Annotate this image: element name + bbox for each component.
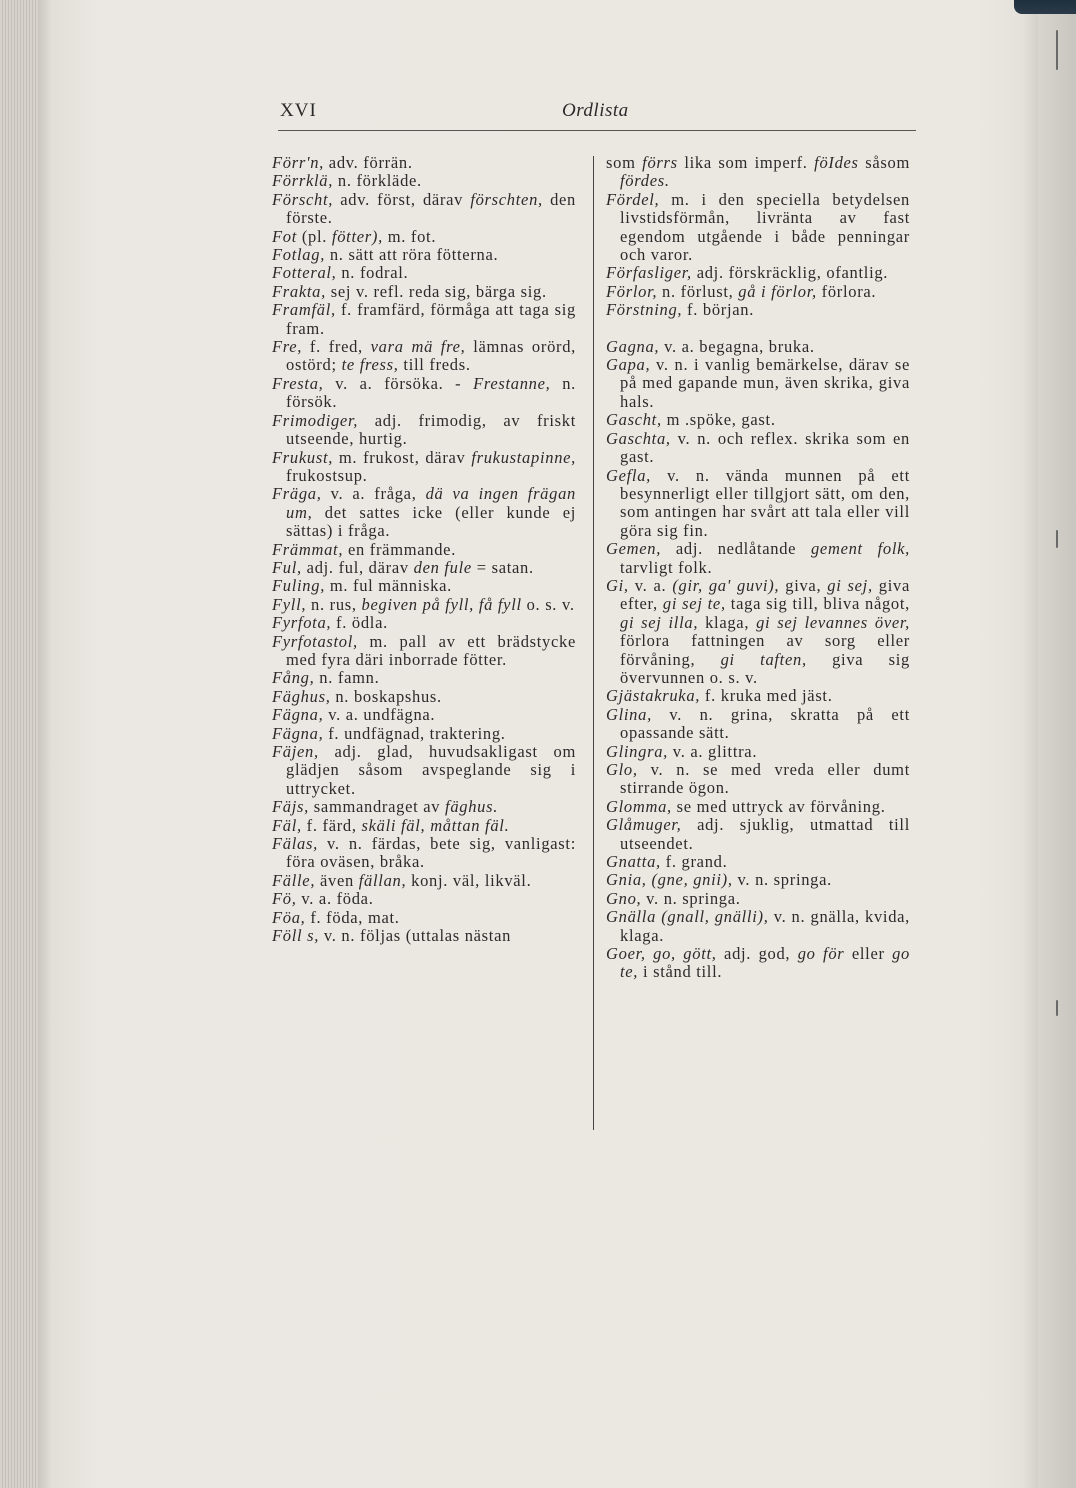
entry-text: o. s. v. bbox=[521, 594, 575, 614]
italic-term: Glingra, bbox=[606, 741, 668, 761]
dictionary-entry bbox=[272, 412, 576, 449]
dictionary-entry bbox=[272, 283, 576, 301]
italic-term: Frakta, bbox=[272, 281, 326, 301]
entry-text: v. a. föda. bbox=[296, 889, 374, 909]
entry-text: adj. sjuklig, utmattad till utseendet. bbox=[620, 815, 910, 853]
entry-text: v. n. springa. bbox=[732, 870, 832, 890]
entry-text: n. sätt att röra fötterna. bbox=[325, 245, 499, 265]
entry-text: n. förkläde. bbox=[333, 171, 422, 191]
margin-mark bbox=[1056, 1000, 1058, 1016]
italic-term: Glina, bbox=[606, 704, 652, 724]
italic-term: (gir, ga' guvi), bbox=[672, 575, 780, 595]
italic-term: Goer, go, gött, bbox=[606, 944, 717, 964]
dictionary-entry bbox=[272, 246, 576, 264]
dictionary-entry bbox=[272, 191, 576, 228]
entry-text: n. rus, bbox=[306, 594, 362, 614]
entry-text: v. a. glittra. bbox=[667, 741, 758, 761]
entry-text: n. famn. bbox=[314, 668, 380, 688]
header-rule bbox=[278, 130, 916, 131]
page-edges bbox=[0, 0, 38, 1488]
dictionary-entry bbox=[606, 816, 910, 853]
dictionary-entry bbox=[272, 706, 576, 724]
entry-text: f. undfägnad, traktering. bbox=[323, 723, 506, 743]
entry-text: till freds. bbox=[398, 355, 471, 375]
italic-term: Fäjs, bbox=[272, 797, 309, 817]
entry-text: v. n. färdas, bete sig, vanligast: föra oväsen, bråka. bbox=[286, 834, 576, 872]
margin-mark bbox=[1056, 30, 1058, 70]
italic-term: föIdes bbox=[814, 153, 859, 172]
dictionary-entry bbox=[272, 872, 576, 890]
dictionary-entry bbox=[272, 817, 576, 835]
margin-mark bbox=[1056, 530, 1058, 548]
entry-text: adj. nedlåtande bbox=[661, 539, 811, 559]
dictionary-entry bbox=[272, 559, 576, 577]
page-number: XVI bbox=[280, 100, 317, 121]
italic-term: Föa, bbox=[272, 907, 306, 927]
dictionary-entry bbox=[272, 596, 576, 614]
italic-term: go te, bbox=[620, 944, 911, 982]
dictionary-entry bbox=[272, 725, 576, 743]
dictionary-entry bbox=[272, 541, 576, 559]
italic-term: Fyrfotastol, bbox=[272, 631, 358, 651]
italic-term: dä va ingen frägan um, bbox=[286, 484, 576, 522]
italic-term: Fälle, bbox=[272, 870, 316, 890]
italic-term: Fräga, bbox=[272, 484, 322, 504]
entry-text: adj. frimodig, av friskt utseende, hurtig. bbox=[286, 410, 576, 449]
entry-text: lämnas orörd, ostörd; bbox=[286, 337, 576, 375]
dictionary-entry bbox=[606, 798, 910, 816]
entry-text: m. pall av ett brädstycke med fyra däri inborrade fötter. bbox=[286, 631, 576, 669]
right-column bbox=[606, 154, 910, 982]
dictionary-entry bbox=[606, 301, 910, 319]
italic-term: vara mä fre, bbox=[370, 337, 466, 357]
entry-text: frukostsup. bbox=[286, 465, 368, 485]
entry-text: v. n. se med vreda eller dumt stirrande ögon. bbox=[620, 760, 910, 798]
entry-text: adj. förskräcklig, ofantlig. bbox=[691, 263, 889, 283]
italic-term: förrs bbox=[642, 153, 678, 172]
entry-text: klaga, bbox=[698, 612, 757, 632]
entry-text: konj. väl, likväl. bbox=[406, 870, 532, 890]
entry-text: v. a. försöka. - bbox=[323, 373, 474, 393]
entry-text: som bbox=[606, 153, 643, 172]
book-spine bbox=[1038, 0, 1076, 1488]
italic-term: Gascht, bbox=[606, 410, 662, 430]
dictionary-entry bbox=[606, 411, 910, 429]
entry-text: = satan. bbox=[471, 557, 534, 577]
italic-term: gi sej levannes över, bbox=[756, 612, 910, 632]
dictionary-entry bbox=[272, 743, 576, 798]
entry-text: det sattes icke (eller kunde ej sättas) i fråga. bbox=[286, 502, 576, 541]
italic-term: te fress, bbox=[341, 355, 399, 375]
entry-text: v. n. gnälla, kvida, klaga. bbox=[620, 907, 910, 945]
italic-term: Gefla, bbox=[606, 465, 651, 485]
entry-text: v. n. vända munnen på ett besynnerligt eller tillgjort sätt, om den, som antingen har svårt att tala eller vill göra sig fin. bbox=[620, 465, 910, 540]
entry-text: n. boskapshus. bbox=[330, 686, 442, 706]
italic-term: förschten, bbox=[470, 189, 543, 209]
dictionary-entry bbox=[272, 264, 576, 282]
dictionary-entry bbox=[606, 154, 910, 191]
dictionary-entry bbox=[272, 154, 576, 172]
italic-term: go för bbox=[797, 944, 845, 964]
dictionary-entry bbox=[272, 688, 576, 706]
italic-term: Förstning, bbox=[606, 300, 683, 320]
entry-text: giva efter, bbox=[620, 575, 910, 614]
entry-text: n. förlust, bbox=[657, 281, 739, 301]
dictionary-entry bbox=[272, 909, 576, 927]
italic-term: Framfäl, bbox=[272, 300, 336, 320]
italic-term: gi sej illa, bbox=[620, 612, 699, 632]
entry-text: såsom bbox=[858, 153, 910, 172]
italic-term: Gnia, (gne, gnii), bbox=[606, 870, 733, 890]
italic-term: Fre, bbox=[272, 337, 303, 357]
italic-term: skäli fäl, måttan fäl. bbox=[361, 815, 510, 835]
italic-term: Förscht, bbox=[272, 189, 334, 209]
entry-text: adv. först, därav bbox=[333, 189, 471, 209]
italic-term: Fyrfota, bbox=[272, 613, 332, 633]
entry-text: adj. god, bbox=[716, 944, 798, 964]
italic-term: Frestanne, bbox=[473, 373, 551, 393]
dictionary-entry bbox=[272, 835, 576, 872]
italic-term: Gaschta, bbox=[606, 428, 671, 448]
italic-term: Fuling, bbox=[272, 576, 326, 596]
italic-term: gi sej te, bbox=[662, 594, 726, 614]
italic-term: Glåmuger, bbox=[606, 815, 682, 835]
italic-term: Förfasliger, bbox=[606, 263, 692, 283]
dictionary-entry bbox=[606, 430, 910, 467]
italic-term: Gnatta, bbox=[606, 852, 661, 872]
italic-term: Förrklä, bbox=[272, 171, 334, 191]
entry-text: v. a. fråga, bbox=[321, 484, 426, 504]
italic-term: gi taften, bbox=[720, 649, 807, 669]
dictionary-entry bbox=[606, 577, 910, 687]
italic-term: Fälas, bbox=[272, 834, 318, 854]
italic-term: Gnälla (gnall, gnälli), bbox=[606, 907, 769, 927]
entry-text: förlora. bbox=[816, 281, 877, 301]
dictionary-entry bbox=[272, 669, 576, 687]
italic-term: Gapa, bbox=[606, 355, 651, 375]
dictionary-entry bbox=[272, 338, 576, 375]
italic-term: gå i förlor, bbox=[738, 281, 817, 301]
entry-text: f. ödla. bbox=[331, 613, 388, 633]
dictionary-entry bbox=[272, 798, 576, 816]
italic-term: fötter), bbox=[331, 226, 383, 246]
entry-text: adv. förrän. bbox=[323, 153, 413, 172]
dictionary-entry bbox=[606, 540, 910, 577]
dictionary-entry bbox=[606, 687, 910, 705]
italic-term: Fotteral, bbox=[272, 263, 337, 283]
entry-text: v. n. springa. bbox=[641, 888, 741, 908]
dictionary-entry bbox=[606, 191, 910, 265]
entry-text: giva sig övervunnen o. s. v. bbox=[620, 649, 910, 687]
dictionary-entry bbox=[606, 871, 910, 889]
entry-text: v. n. och reflex. skrika som en gast. bbox=[620, 428, 910, 467]
italic-term: Gagna, bbox=[606, 336, 660, 356]
italic-term: Fäl, bbox=[272, 815, 302, 835]
italic-term: Gjästakruka, bbox=[606, 686, 701, 706]
italic-term: den fule bbox=[413, 557, 472, 577]
italic-term: Främmat, bbox=[272, 539, 344, 559]
entry-text: i stånd till. bbox=[638, 962, 723, 982]
entry-text: n. försök. bbox=[286, 373, 576, 412]
entry-text: adj. glad, huvudsakligast om glädjen såsom avspeglande sig i uttrycket. bbox=[286, 742, 576, 798]
dictionary-entry bbox=[606, 890, 910, 908]
italic-term: Gemen, bbox=[606, 539, 662, 559]
italic-term: Glo, bbox=[606, 760, 638, 779]
dictionary-entry bbox=[606, 264, 910, 282]
entry-text: n. fodral. bbox=[336, 263, 409, 283]
italic-term: Glomma, bbox=[606, 796, 672, 816]
entry-text: v. a. bbox=[628, 575, 673, 595]
entry-text: förlora fattningen av sorg eller förvåning, bbox=[620, 631, 910, 669]
italic-term: Fyll, bbox=[272, 594, 307, 614]
entry-text: v. n. grina, skratta på ett opassande sätt. bbox=[620, 704, 910, 743]
italic-term: Förr'n, bbox=[272, 153, 324, 172]
italic-term: Föll s, bbox=[272, 926, 320, 946]
entry-text: sej v. refl. reda sig, bärga sig. bbox=[325, 281, 547, 301]
italic-term: Fot bbox=[272, 226, 298, 246]
entry-text: (pl. bbox=[297, 226, 332, 246]
dictionary-entry bbox=[606, 743, 910, 761]
italic-term: Fotlag, bbox=[272, 245, 326, 265]
italic-term: fördes. bbox=[620, 171, 670, 191]
italic-term: Fördel, bbox=[606, 189, 660, 209]
dictionary-entry bbox=[272, 614, 576, 632]
italic-term: Gno, bbox=[606, 888, 642, 908]
italic-term: frukustapinne, bbox=[471, 447, 576, 467]
italic-term: Ful, bbox=[272, 557, 302, 577]
dictionary-entry bbox=[606, 338, 910, 356]
dictionary-entry bbox=[272, 633, 576, 670]
entry-text: lika som imperf. bbox=[677, 153, 815, 172]
italic-term: Gi, bbox=[606, 575, 629, 595]
entry-text: f. kruka med jäst. bbox=[700, 686, 833, 706]
italic-term: Fäjen, bbox=[272, 742, 319, 761]
italic-term: gement folk, bbox=[810, 539, 910, 559]
entry-text: m. ful människa. bbox=[325, 576, 452, 596]
italic-term: Fägna, bbox=[272, 705, 324, 725]
dictionary-entry bbox=[272, 927, 576, 945]
italic-term: Frimodiger, bbox=[272, 410, 359, 430]
column-divider bbox=[593, 156, 594, 1130]
dictionary-entry bbox=[272, 449, 576, 486]
dictionary-entry bbox=[606, 467, 910, 541]
italic-term: Fägna, bbox=[272, 723, 324, 743]
italic-term: Fö, bbox=[272, 889, 297, 909]
entry-text: den förste. bbox=[286, 189, 576, 228]
entry-text: taga sig till, bliva något, bbox=[725, 594, 910, 614]
page-header bbox=[280, 100, 916, 130]
italic-term: Frukust, bbox=[272, 447, 334, 467]
entry-text: sammandraget av bbox=[308, 797, 446, 817]
italic-term: begiven på fyll, få fyll bbox=[361, 594, 522, 614]
italic-term: Fäghus, bbox=[272, 686, 331, 706]
dictionary-entry bbox=[606, 908, 910, 945]
dictionary-entry bbox=[606, 283, 910, 301]
italic-term: Fresta, bbox=[272, 373, 324, 393]
entry-text: v. n. i vanlig bemärkelse, därav se på med gapande mun, även skrika, giva hals. bbox=[620, 355, 910, 411]
entry-text: även bbox=[315, 870, 359, 890]
entry-text: en främmande. bbox=[343, 539, 457, 559]
entry-text: f. föda, mat. bbox=[305, 907, 400, 927]
dictionary-entry bbox=[272, 890, 576, 908]
dictionary-entry bbox=[272, 577, 576, 595]
dictionary-entry bbox=[606, 706, 910, 743]
book-cover-corner bbox=[1014, 0, 1076, 14]
dictionary-entry bbox=[606, 853, 910, 871]
dictionary-entry bbox=[272, 375, 576, 412]
dictionary-entry bbox=[272, 172, 576, 190]
entry-text: v. a. undfägna. bbox=[323, 705, 436, 725]
entry-text: v. a. begagna, bruka. bbox=[659, 336, 815, 356]
dictionary-entry bbox=[606, 761, 910, 798]
entry-text: m. frukost, därav bbox=[333, 447, 472, 467]
italic-term: Fång, bbox=[272, 668, 315, 688]
entry-text: v. n. följas (uttalas nästan bbox=[319, 926, 512, 946]
entry-text: f. fred, bbox=[302, 337, 371, 357]
italic-term: fäghus. bbox=[445, 797, 499, 817]
entry-text: giva, bbox=[779, 575, 828, 595]
dictionary-entry bbox=[272, 301, 576, 338]
left-column bbox=[272, 154, 576, 945]
dictionary-entry bbox=[606, 945, 910, 982]
dictionary-entry bbox=[272, 228, 576, 246]
dictionary-entry bbox=[606, 356, 910, 411]
entry-text: tarvligt folk. bbox=[620, 557, 713, 577]
entry-text: m .spöke, gast. bbox=[661, 410, 776, 430]
italic-term: gi sej, bbox=[827, 575, 873, 595]
italic-term: fällan, bbox=[358, 870, 407, 890]
entry-text: m. i den speciella betydelsen livstidsförmån, livränta av fast egendom utgående i både penningar och varor. bbox=[620, 189, 910, 265]
entry-text: f. grand. bbox=[660, 852, 728, 872]
entry-text: f. början. bbox=[682, 300, 755, 320]
running-title: Ordlista bbox=[562, 100, 629, 121]
entry-text: eller bbox=[844, 944, 893, 964]
entry-text: adj. ful, därav bbox=[301, 557, 414, 577]
entry-text: f. framfärd, förmåga att taga sig fram. bbox=[286, 300, 576, 338]
entry-text: f. färd, bbox=[301, 815, 362, 835]
entry-text: se med uttryck av förvåning. bbox=[671, 796, 886, 816]
entry-text: m. fot. bbox=[382, 226, 437, 246]
italic-term: Förlor, bbox=[606, 281, 658, 301]
dictionary-entry bbox=[272, 485, 576, 540]
